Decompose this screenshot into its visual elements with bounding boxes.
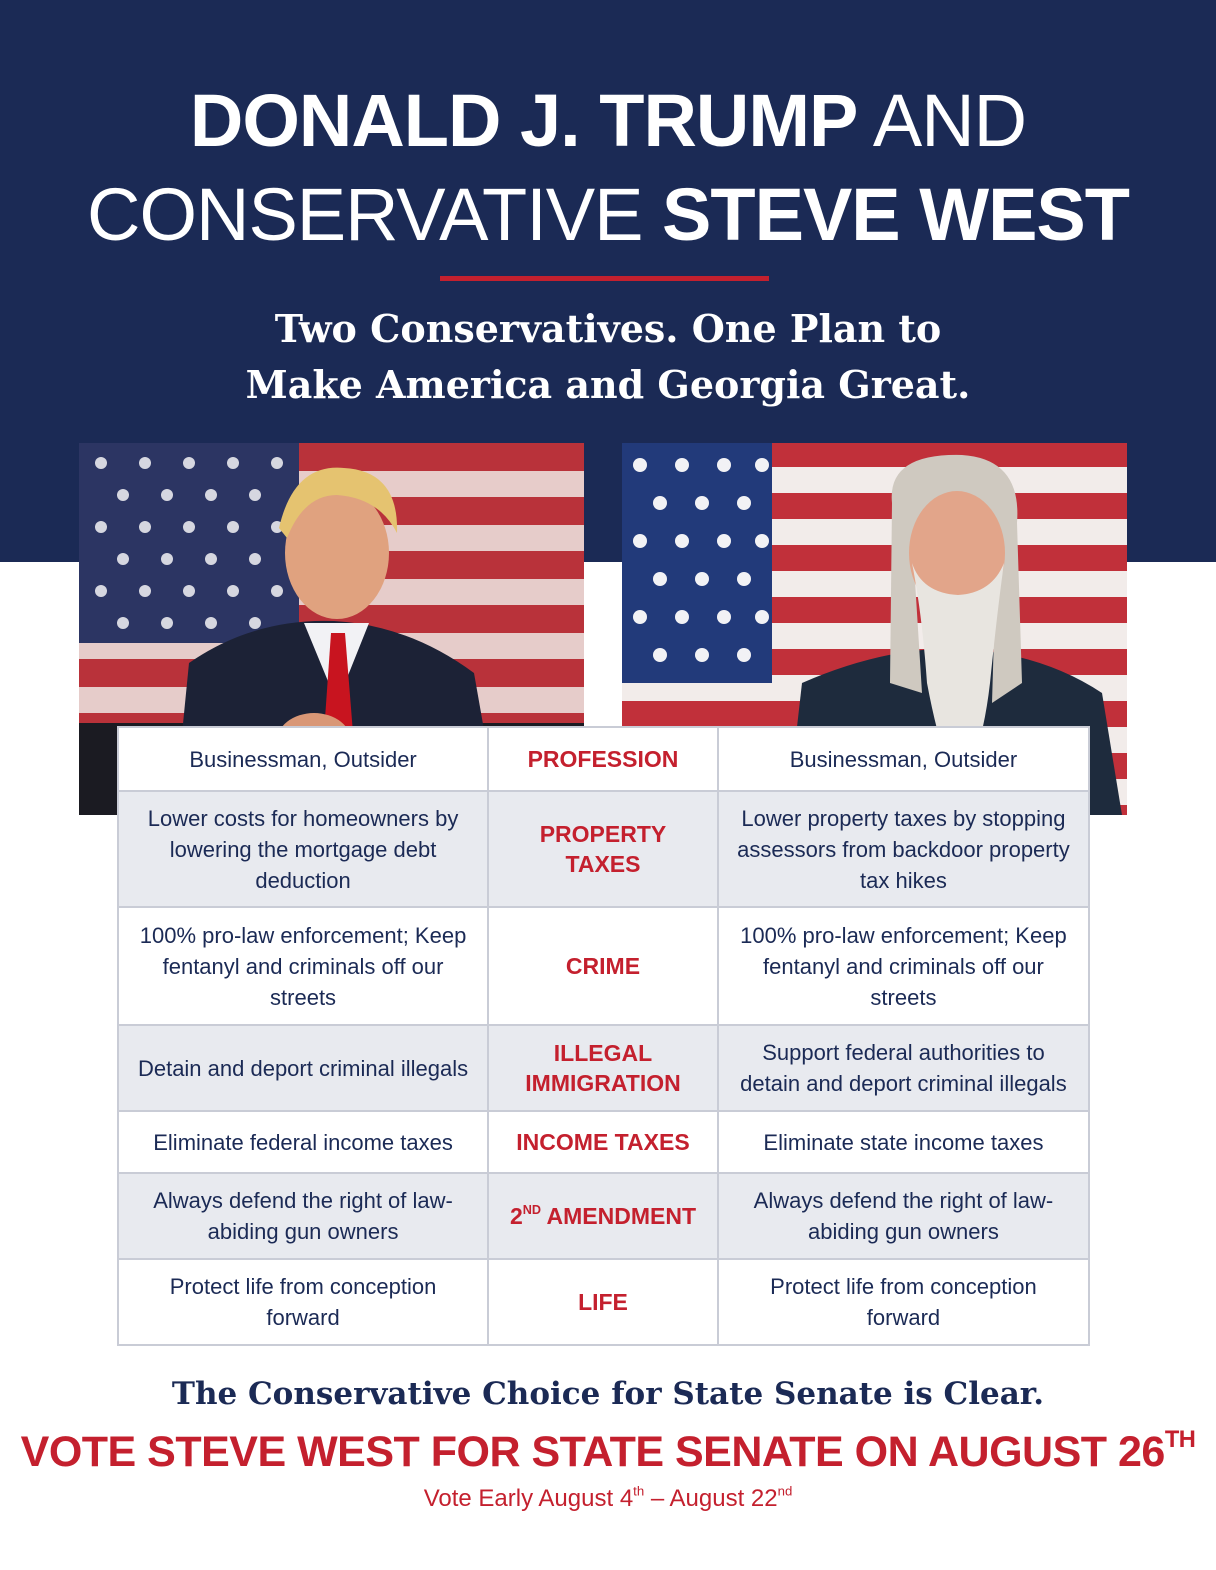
topic-number: 2 [509, 1203, 523, 1229]
table-row [118, 1025, 1089, 1111]
headline-conservative: CONSERVATIVE [87, 173, 663, 256]
headline-line-1 [0, 78, 1216, 163]
trump-position: Always defend the right of law-abiding gun owners [118, 1173, 488, 1259]
west-position: 100% pro-law enforcement; Keep fentanyl and criminals off our streets [718, 907, 1089, 1025]
topic-label [488, 1173, 718, 1259]
headline-line-2 [0, 172, 1216, 257]
west-position: Lower property taxes by stopping assessors from backdoor property tax hikes [718, 791, 1089, 907]
west-position: Eliminate state income taxes [718, 1111, 1089, 1173]
table-row [118, 727, 1089, 791]
topic-label: INCOME TAXES [488, 1111, 718, 1173]
west-position: Protect life from conception forward [718, 1259, 1089, 1345]
trump-position: Eliminate federal income taxes [118, 1111, 488, 1173]
early-ordinal-2: nd [777, 1483, 793, 1499]
early-ordinal-1: th [633, 1483, 645, 1499]
west-position: Businessman, Outsider [718, 727, 1089, 791]
topic-label: CRIME [488, 907, 718, 1025]
west-position: Always defend the right of law-abiding gun owners [718, 1173, 1089, 1259]
trump-position: Businessman, Outsider [118, 727, 488, 791]
early-middle: – August 22 [644, 1485, 778, 1512]
early-prefix: Vote Early August 4 [423, 1485, 634, 1512]
early-voting-dates [0, 1485, 1216, 1513]
vote-main-text: VOTE STEVE WEST FOR STATE SENATE ON AUGUST 26 [20, 1428, 1165, 1476]
topic-ordinal: ND [522, 1202, 541, 1217]
table-row [118, 1173, 1089, 1259]
topic-label: PROPERTY TAXES [488, 791, 718, 907]
tagline-line-1: Two Conservatives. One Plan to [274, 306, 942, 351]
trump-position: Protect life from conception forward [118, 1259, 488, 1345]
headline-and: AND [857, 79, 1027, 162]
headline-steve-west: STEVE WEST [662, 173, 1129, 256]
topic-label: PROFESSION [488, 727, 718, 791]
topic-label: LIFE [488, 1259, 718, 1345]
tagline-line-2: Make America and Georgia Great. [245, 362, 971, 407]
topic-rest: AMENDMENT [541, 1203, 697, 1229]
header-divider [440, 276, 769, 281]
table-row [118, 1259, 1089, 1345]
table-row [118, 791, 1089, 907]
headline-trump: DONALD J. TRUMP [189, 79, 858, 162]
trump-position: 100% pro-law enforcement; Keep fentanyl and criminals off our streets [118, 907, 488, 1025]
trump-position: Lower costs for homeowners by lowering the mortgage debt deduction [118, 791, 488, 907]
trump-position: Detain and deport criminal illegals [118, 1025, 488, 1111]
table-row [118, 1111, 1089, 1173]
vote-call-to-action [0, 1428, 1216, 1477]
vote-ordinal: TH [1164, 1427, 1196, 1454]
west-position: Support federal authorities to detain and deport criminal illegals [718, 1025, 1089, 1111]
topic-label: ILLEGAL IMMIGRATION [488, 1025, 718, 1111]
table-row [118, 907, 1089, 1025]
comparison-table [117, 726, 1090, 1346]
closing-statement: The Conservative Choice for State Senate is Clear. [171, 1376, 1045, 1412]
